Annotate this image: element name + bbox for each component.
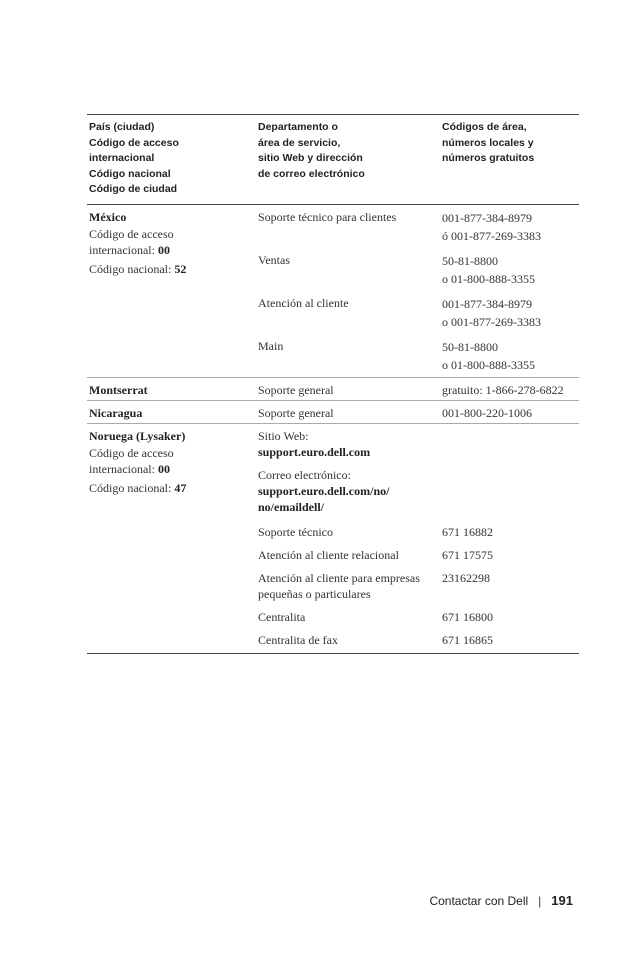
table-row xyxy=(255,334,579,377)
phone-number: 001-877-384-8979 xyxy=(442,210,532,225)
table-row xyxy=(255,518,579,543)
service-name: Centralita xyxy=(258,609,306,624)
phone-number: gratuito: 1-866-278-6822 xyxy=(442,382,564,397)
service-name: Main xyxy=(258,338,284,353)
phone-number: 671 16865 xyxy=(442,632,493,647)
header-line: Código nacional xyxy=(89,167,171,180)
intl-label-2: internacional: xyxy=(89,242,155,257)
phone-number: 001-800-220-1006 xyxy=(442,405,532,420)
service-rows xyxy=(255,205,579,377)
intl-code-line xyxy=(89,242,255,258)
table-row xyxy=(255,248,579,291)
table-row xyxy=(255,401,579,423)
phone-number: 23162298 xyxy=(442,570,490,585)
header-line: internacional xyxy=(89,152,155,164)
web-label: Sitio Web: xyxy=(258,428,309,443)
service-name: Atención al cliente para empresas xyxy=(258,570,420,585)
page-footer xyxy=(0,893,573,908)
phone-number: 50-81-8800 xyxy=(442,253,498,268)
service-rows xyxy=(255,401,579,423)
country-name: Montserrat xyxy=(89,382,148,397)
country-cell xyxy=(87,378,255,400)
phone-number: 671 16800 xyxy=(442,609,493,624)
service-name: Atención al cliente xyxy=(258,295,349,310)
header-country-column xyxy=(87,120,255,198)
header-numbers-column xyxy=(439,120,579,198)
table-row xyxy=(255,378,579,400)
header-line: Código de ciudad xyxy=(89,183,178,195)
service-name: Centralita de fax xyxy=(258,632,338,647)
country-name: México xyxy=(89,209,127,224)
phone-number: 50-81-8800 xyxy=(442,339,498,354)
table-row xyxy=(255,205,579,248)
header-line: Departamento o xyxy=(258,121,338,133)
service-name: Soporte técnico para clientes xyxy=(258,209,397,224)
footer-section-title: Contactar con Dell xyxy=(429,894,529,908)
footer-separator: | xyxy=(538,894,542,908)
intl-label-2: internacional: xyxy=(89,461,155,476)
intl-label: Código de acceso xyxy=(89,226,174,241)
table-row xyxy=(255,463,579,518)
header-line: números gratuitos xyxy=(442,152,535,164)
phone-number: 671 17575 xyxy=(442,547,493,562)
phone-number: 671 16882 xyxy=(442,524,493,539)
country-group-nicaragua xyxy=(87,401,579,424)
phone-number: o 01-800-888-3355 xyxy=(442,357,535,372)
country-name: Nicaragua xyxy=(89,405,143,420)
country-cell xyxy=(87,424,255,653)
web-link[interactable]: support.euro.dell.com xyxy=(258,444,371,459)
nat-code-line xyxy=(89,261,255,277)
header-line: área de servicio, xyxy=(258,136,341,149)
page-number: 191 xyxy=(551,893,573,908)
service-rows xyxy=(255,424,579,653)
nat-label: Código nacional: xyxy=(89,480,172,495)
header-line: números locales y xyxy=(442,136,534,149)
header-line: Código de acceso xyxy=(89,136,179,149)
country-name: Noruega (Lysaker) xyxy=(89,428,186,443)
intl-code: 00 xyxy=(157,242,170,257)
email-link[interactable]: no/emaildell/ xyxy=(258,499,324,514)
service-name: pequeñas o particulares xyxy=(258,586,371,601)
country-group-montserrat xyxy=(87,378,579,401)
phone-number: 001-877-384-8979 xyxy=(442,296,532,311)
header-line: Códigos de área, xyxy=(442,121,527,133)
service-name: Soporte general xyxy=(258,382,334,397)
table-row xyxy=(255,543,579,566)
service-name: Soporte general xyxy=(258,405,334,420)
header-line: País (ciudad) xyxy=(89,121,155,133)
country-group-mexico xyxy=(87,205,579,378)
intl-label: Código de acceso xyxy=(89,445,174,460)
table-row xyxy=(255,424,579,463)
service-name: Soporte técnico xyxy=(258,524,333,539)
nat-label: Código nacional: xyxy=(89,261,172,276)
email-link[interactable]: support.euro.dell.com/no/ xyxy=(258,483,390,498)
table-row xyxy=(255,605,579,628)
intl-code-line xyxy=(89,461,255,477)
nat-code: 47 xyxy=(174,480,187,495)
service-name: Atención al cliente relacional xyxy=(258,547,399,562)
nat-code-line xyxy=(89,480,255,496)
email-label: Correo electrónico: xyxy=(258,467,351,482)
service-name: Ventas xyxy=(258,252,290,267)
table-header xyxy=(87,115,579,205)
intl-code: 00 xyxy=(157,461,170,476)
contact-table xyxy=(87,114,579,654)
service-rows xyxy=(255,378,579,400)
phone-number: o 001-877-269-3383 xyxy=(442,314,541,329)
header-line: de correo electrónico xyxy=(258,167,365,180)
country-cell xyxy=(87,205,255,377)
header-department-column xyxy=(255,120,439,198)
header-line: sitio Web y dirección xyxy=(258,152,363,164)
table-row xyxy=(255,628,579,653)
country-cell xyxy=(87,401,255,423)
nat-code: 52 xyxy=(174,261,187,276)
phone-number: ó 001-877-269-3383 xyxy=(442,228,541,243)
table-row xyxy=(255,566,579,605)
phone-number: o 01-800-888-3355 xyxy=(442,271,535,286)
table-row xyxy=(255,291,579,334)
country-group-norway xyxy=(87,424,579,654)
